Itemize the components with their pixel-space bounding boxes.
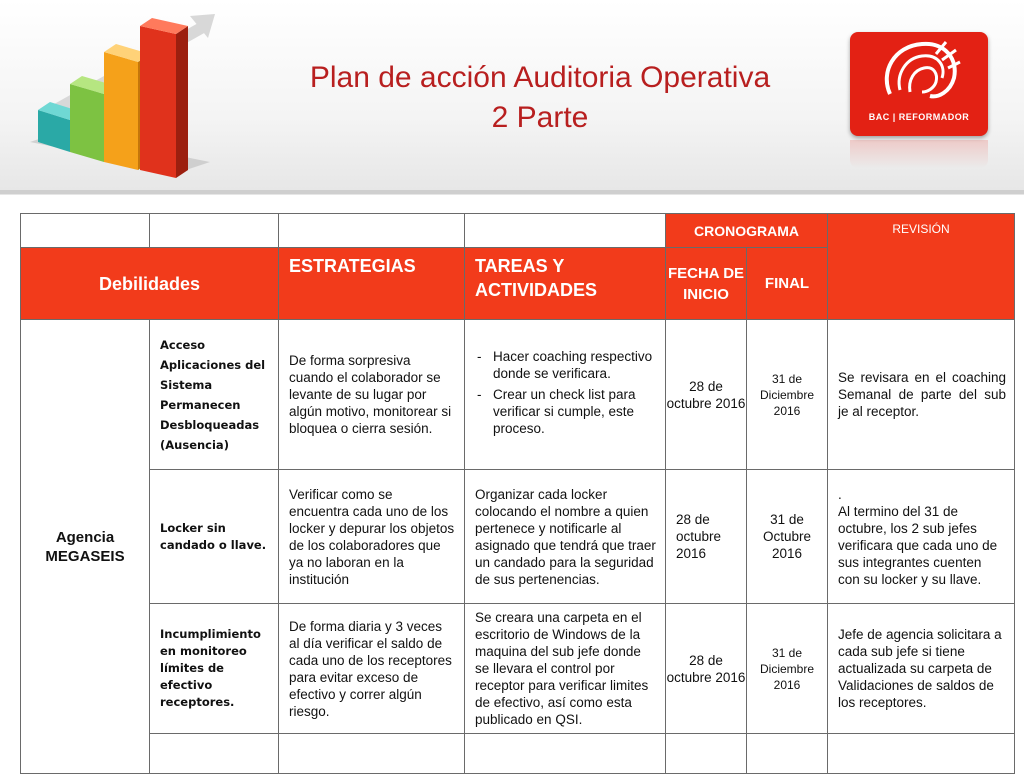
- lion-head-icon: [850, 32, 988, 112]
- weakness-line: Acceso: [160, 337, 206, 352]
- tasks-cell: Organizar cada locker colocando el nombre a quien pertenece y notificarle al asignado que tendrá que traer un candado para la seguridad de sus pertenencias.: [465, 470, 666, 604]
- strategy-cell: De forma sorpresiva cuando el colaborador se levante de su lugar por algún motivo, monitorear si bloquea o cierra sesión.: [279, 320, 465, 470]
- page-title: [230, 58, 850, 138]
- task-item: - Hacer coaching respectivo donde se verificara.: [493, 348, 657, 382]
- start-date-cell: 28 de octubre 2016: [666, 470, 747, 604]
- review-text: Al termino del 31 de octubre, los 2 sub jefes verificara que cada uno de sus integrantes cuenten con su locker y su llave.: [838, 503, 998, 587]
- header-final: FINAL: [747, 248, 828, 320]
- weakness-line: Aplicaciones del: [160, 357, 266, 372]
- blank-header-cell: [279, 214, 465, 248]
- end-date-cell: 31 de Diciembre 2016: [747, 320, 828, 470]
- header-tareas: TAREAS Y ACTIVIDADES: [465, 248, 666, 320]
- bac-reformador-logo: [850, 32, 988, 136]
- banner-divider: [0, 190, 1024, 194]
- blank-header-cell: [150, 214, 279, 248]
- header-revision: REVISIÓN: [828, 214, 1015, 320]
- review-dot: .: [838, 486, 842, 502]
- weakness-line: Permanecen: [160, 397, 241, 412]
- header-cronograma: CRONOGRAMA: [666, 214, 828, 248]
- table-row: [21, 604, 1015, 734]
- task-item: - Crear un check list para verificar si cumple, este proceso.: [493, 386, 657, 437]
- header-debilidades: Debilidades: [21, 248, 279, 320]
- bar-chart-icon: [20, 12, 230, 187]
- weakness-cell: Incumplimiento en monitoreo límites de efectivo receptores.: [150, 604, 279, 734]
- start-date-cell: 28 de octubre 2016: [666, 320, 747, 470]
- logo-reflection: [850, 140, 988, 168]
- title-line-1: Plan de acción Auditoria Operativa: [309, 61, 771, 94]
- weakness-line: Desbloqueadas: [160, 417, 260, 432]
- end-date-cell: 31 de Octubre 2016: [747, 470, 828, 604]
- title-line-2: 2 Parte: [491, 101, 589, 134]
- weakness-cell: Locker sin candado o llave.: [150, 470, 279, 604]
- start-date-cell: 28 de octubre 2016: [666, 604, 747, 734]
- task-list: [475, 348, 657, 437]
- weakness-line: Sistema: [160, 377, 213, 392]
- blank-header-cell: [465, 214, 666, 248]
- strategy-cell: Verificar como se encuentra cada uno de los locker y depurar los objetos de los colaboradores que ya no laboran en la institución: [279, 470, 465, 604]
- tasks-cell: [465, 320, 666, 470]
- header-estrategias: ESTRATEGIAS: [279, 248, 465, 320]
- review-cell: [828, 470, 1015, 604]
- end-date-cell: 31 de Diciembre 2016: [747, 604, 828, 734]
- strategy-cell: De forma diaria y 3 veces al día verificar el saldo de cada uno de los receptores para evitar exceso de efectivo y correr algún riesgo.: [279, 604, 465, 734]
- blank-header-cell: [21, 214, 150, 248]
- header-fecha-inicio: FECHA DE INICIO: [666, 248, 747, 320]
- weakness-cell: [150, 320, 279, 470]
- review-cell: Se revisara en el coaching Semanal de parte del sub je al receptor.: [828, 320, 1015, 470]
- table-row: [21, 320, 1015, 470]
- agency-name: Agencia MEGASEIS: [21, 320, 150, 774]
- weakness-line: (Ausencia): [160, 437, 229, 452]
- logo-text: BAC | REFORMADOR: [868, 112, 970, 122]
- table-row: [21, 470, 1015, 604]
- review-cell: Jefe de agencia solicitara a cada sub jefe si tiene actualizada su carpeta de Validaciones de saldos de los receptores.: [828, 604, 1015, 734]
- tasks-cell: Se creara una carpeta en el escritorio de Windows de la maquina del sub jefe donde se llevara el control por receptor para verificar limites de efectivo, así como esta publicado en QSI.: [465, 604, 666, 734]
- action-plan-table: [20, 213, 1015, 774]
